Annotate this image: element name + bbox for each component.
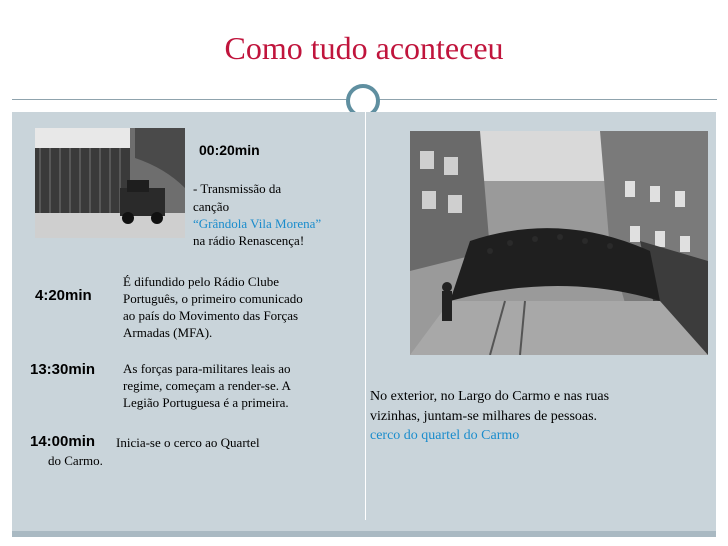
time-label: 00:20min — [199, 142, 260, 158]
entry-text-line: Português, o primeiro comunicado — [123, 291, 303, 306]
song-title: “Grândola Vila Morena” — [193, 216, 322, 231]
entry-text-line: ao país do Movimento das Forças — [123, 308, 299, 323]
time-label: 4:20min — [35, 287, 92, 304]
entry-text-line: regime, começam a render-se. A — [123, 378, 291, 393]
entry-text-line: As forças para-militares leais ao — [123, 361, 291, 376]
entry-text-line: do Carmo. — [48, 453, 103, 468]
time-label: 14:00min — [30, 433, 96, 450]
entry-text-line: Armadas (MFA). — [123, 325, 213, 340]
entry-text-line: - Transmissão da — [193, 181, 282, 196]
photo-military-vehicle — [35, 128, 185, 238]
panel-bottom-edge — [12, 531, 716, 537]
right-text-line: No exterior, no Largo do Carmo e nas ruas — [370, 389, 610, 404]
entry-text-line: Inicia-se o cerco ao Quartel — [116, 435, 260, 450]
cerco-quartel-link[interactable]: cerco do quartel do Carmo — [370, 428, 520, 443]
entry-text-line: canção — [193, 199, 230, 214]
entry-text-line: É difundido pelo Rádio Clube — [123, 274, 279, 289]
photo-crowd-largo-carmo — [410, 131, 708, 355]
column-divider — [365, 112, 366, 520]
slide-title: Como tudo aconteceu — [224, 30, 504, 66]
time-label: 13:30min — [30, 361, 96, 378]
entry-text-line: Legião Portuguesa é a primeira. — [123, 395, 289, 410]
entry-text-line: na rádio Renascença! — [193, 233, 305, 248]
right-text-line: vizinhas, juntam-se milhares de pessoas. — [370, 409, 598, 424]
